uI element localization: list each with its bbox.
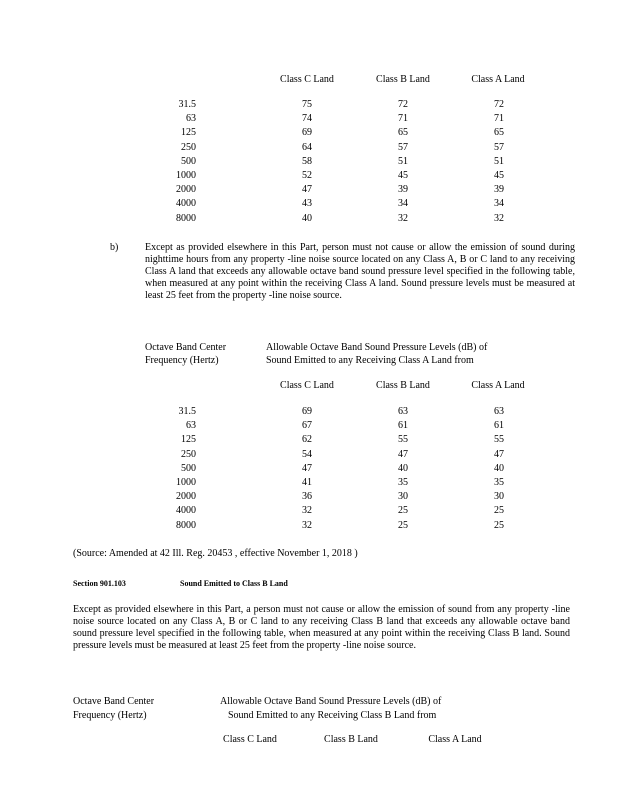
table2-col-head-left-2: Frequency (Hertz) bbox=[145, 355, 219, 366]
table2-class-a-cell: 47 bbox=[494, 448, 504, 460]
table2-freq-cell: 31.5 bbox=[178, 406, 196, 417]
table2-col-head-right-1: Allowable Octave Band Sound Pressure Levels (dB) of bbox=[266, 342, 488, 353]
table2-class-b-cell: 61 bbox=[398, 420, 408, 432]
table2-class-a-cell: 25 bbox=[494, 505, 504, 517]
table2-header-class-a: Class A Land bbox=[471, 380, 525, 391]
para-b-text: Except as provided elsewhere in this Part, person must not cause or allow the emission of sound during nighttime hours from any property -line noise source located on any Class A, B or C land to any receiving Class A land that exceeds any allowable octave band sound pressure level specified in the following table, when measured at any point within the receiving Class A land. Sound pressure levels must be measured at least 25 feet from the property -line noise source. bbox=[145, 242, 575, 301]
table1-class-c-cell: 47 bbox=[302, 184, 312, 196]
table1-class-b-cell: 72 bbox=[398, 99, 408, 110]
table3-header-class-c: Class C Land bbox=[223, 734, 277, 745]
table2-class-b-cell: 47 bbox=[398, 448, 408, 460]
table1-class-b-cell: 45 bbox=[398, 170, 408, 181]
table1-class-c-cell: 58 bbox=[302, 155, 312, 167]
table2-freq-cell: 63 bbox=[186, 420, 196, 432]
table2-class-b-cell: 25 bbox=[398, 519, 408, 531]
table1-class-c-cell: 74 bbox=[302, 113, 312, 125]
table2-class-a-cell: 25 bbox=[494, 519, 504, 531]
table1-header-class-a: Class A Land bbox=[471, 74, 525, 85]
table3-col-head-left-1: Octave Band Center bbox=[73, 696, 155, 707]
table1-class-a-cell: 72 bbox=[494, 99, 504, 110]
table2-header-class-c: Class C Land bbox=[280, 380, 334, 391]
section-number: Section 901.103 bbox=[73, 579, 126, 588]
table1-class-c-cell: 69 bbox=[302, 127, 312, 139]
table2-header-class-b: Class B Land bbox=[376, 380, 430, 391]
table1-class-a-cell: 51 bbox=[494, 155, 504, 167]
table2-class-b-cell: 35 bbox=[398, 477, 408, 488]
table2-freq-cell: 2000 bbox=[176, 491, 196, 503]
table1-header-class-b: Class B Land bbox=[376, 74, 430, 85]
table1-class-a-cell: 34 bbox=[494, 198, 504, 210]
para-b-label: b) bbox=[110, 242, 119, 253]
table1-freq-cell: 63 bbox=[186, 113, 196, 125]
table2-class-a-cell: 30 bbox=[494, 491, 504, 503]
table1-freq-cell: 500 bbox=[181, 155, 196, 167]
table2-class-a-cell: 61 bbox=[494, 420, 504, 432]
table2-col-head-right-2: Sound Emitted to any Receiving Class A Land from bbox=[266, 355, 474, 366]
table2-class-c-cell: 32 bbox=[302, 505, 312, 517]
table2-class-b-cell: 25 bbox=[398, 505, 408, 517]
table3-col-head-right-1: Allowable Octave Band Sound Pressure Levels (dB) of bbox=[220, 696, 442, 707]
table2-class-b-cell: 30 bbox=[398, 491, 408, 503]
table1-class-a-cell: 39 bbox=[494, 184, 504, 196]
table1-freq-cell: 2000 bbox=[176, 184, 196, 196]
table2-class-a-cell: 63 bbox=[494, 406, 504, 417]
table2-freq-cell: 500 bbox=[181, 462, 196, 474]
table2-freq-cell: 4000 bbox=[176, 505, 196, 517]
table1-class-a-cell: 65 bbox=[494, 127, 504, 139]
table1-class-b-cell: 57 bbox=[398, 141, 408, 153]
table2-class-b-cell: 40 bbox=[398, 462, 408, 474]
table1-class-b-cell: 71 bbox=[398, 113, 408, 125]
table1-freq-cell: 31.5 bbox=[178, 99, 196, 110]
table2-class-b-cell: 55 bbox=[398, 434, 408, 446]
table2-col-head-left-1: Octave Band Center bbox=[145, 342, 227, 353]
table1-class-a-cell: 32 bbox=[494, 212, 504, 224]
table1-class-b-cell: 32 bbox=[398, 212, 408, 224]
table2-class-a-cell: 40 bbox=[494, 462, 504, 474]
table1-class-c-cell: 64 bbox=[302, 141, 312, 153]
table2-freq-cell: 250 bbox=[181, 448, 196, 460]
table2-freq-cell: 1000 bbox=[176, 477, 196, 488]
table1-class-c-cell: 40 bbox=[302, 212, 312, 224]
table2-class-c-cell: 36 bbox=[302, 491, 312, 503]
table2-class-c-cell: 67 bbox=[302, 420, 312, 432]
table1-class-a-cell: 45 bbox=[494, 170, 504, 181]
table1-class-b-cell: 51 bbox=[398, 155, 408, 167]
table1-freq-cell: 8000 bbox=[176, 212, 196, 224]
table3-header-class-a: Class A Land bbox=[428, 734, 482, 745]
table1-class-c-cell: 43 bbox=[302, 198, 312, 210]
table3-col-head-right-2: Sound Emitted to any Receiving Class B Land from bbox=[228, 710, 437, 721]
table1-class-a-cell: 57 bbox=[494, 141, 504, 153]
section-paragraph: Except as provided elsewhere in this Part, a person must not cause or allow the emission of sound from any property -line noise source located on any Class A, B or C land to any receiving Class B land that exceeds any allowable octave band sound pressure level specified in the following table, when measured at any point within the receiving Class B land. Sound pressure levels must be measured at least 25 feet from the property -line noise source. bbox=[73, 604, 570, 651]
table1-class-b-cell: 65 bbox=[398, 127, 408, 139]
table3-header-class-b: Class B Land bbox=[324, 734, 378, 745]
table1-class-c-cell: 52 bbox=[302, 170, 312, 181]
table1-freq-cell: 125 bbox=[181, 127, 196, 139]
table1-freq-cell: 1000 bbox=[176, 170, 196, 181]
table2-freq-cell: 125 bbox=[181, 434, 196, 446]
source-note: (Source: Amended at 42 Ill. Reg. 20453 , effective November 1, 2018 ) bbox=[73, 548, 358, 559]
table3-col-head-left-2: Frequency (Hertz) bbox=[73, 710, 147, 721]
table2-class-a-cell: 55 bbox=[494, 434, 504, 446]
table1-class-c-cell: 75 bbox=[302, 99, 312, 110]
table1-class-b-cell: 39 bbox=[398, 184, 408, 196]
table2-class-a-cell: 35 bbox=[494, 477, 504, 488]
table1-class-a-cell: 71 bbox=[494, 113, 504, 125]
table2-class-c-cell: 41 bbox=[302, 477, 312, 488]
table2-freq-cell: 8000 bbox=[176, 519, 196, 531]
table2-class-c-cell: 47 bbox=[302, 462, 312, 474]
table2-class-c-cell: 32 bbox=[302, 519, 312, 531]
table2-class-c-cell: 54 bbox=[302, 448, 312, 460]
table2-class-b-cell: 63 bbox=[398, 406, 408, 417]
table2-class-c-cell: 62 bbox=[302, 434, 312, 446]
table1-freq-cell: 4000 bbox=[176, 198, 196, 210]
table1-header-class-c: Class C Land bbox=[280, 74, 334, 85]
section-title: Sound Emitted to Class B Land bbox=[180, 579, 288, 588]
table2-class-c-cell: 69 bbox=[302, 406, 312, 417]
table1-class-b-cell: 34 bbox=[398, 198, 408, 210]
table1-freq-cell: 250 bbox=[181, 141, 196, 153]
